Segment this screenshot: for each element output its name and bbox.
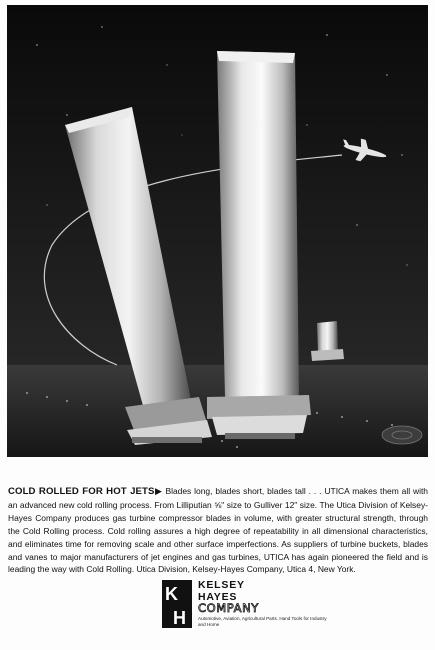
company-name-line1: KELSEY (198, 579, 245, 591)
turbine-blades-photo (7, 5, 428, 457)
company-name-line2: HAYES (198, 590, 238, 603)
company-tagline: Automotive, Aviation, Agricultural Parts. Hand Tools for Industry and Home (198, 616, 327, 627)
photo-illustration (7, 5, 428, 457)
logo-letter-k: K (165, 584, 178, 604)
headline: COLD ROLLED FOR HOT JETS (8, 486, 155, 497)
company-name-line3: COMPANY (198, 601, 259, 615)
company-name (198, 580, 259, 615)
logo-letter-h: H (173, 608, 186, 628)
company-signature (162, 579, 327, 630)
machinery-detail (382, 426, 422, 444)
ad-body-copy (8, 485, 428, 576)
triangle-arrow-icon: ▶ (154, 486, 163, 496)
body-text: Blades long, blades short, blades tall . . . UTICA makes them all with an advanced new cold rolling process. From Lilliputian ⅝" size to Gulliver 12" size. The Utica Division of Kelsey-Hayes Company produces gas turbine compressor blades in volume, with greater structural strength, through the Cold Rolling process. Cold rolling assures a high degree of repeatability in all dimensional characteristics, and eliminates time for removing scale and other surface imperfections. As suppliers of turbine buckets, blades and vanes to major manufacturers of jet engines and gas turbines, UTICA has again pioneered the field and is leading the way with Cold Rolling. Utica Division, Kelsey-Hayes Company, Utica 4, New York. (8, 486, 429, 575)
kh-logo (162, 580, 192, 628)
